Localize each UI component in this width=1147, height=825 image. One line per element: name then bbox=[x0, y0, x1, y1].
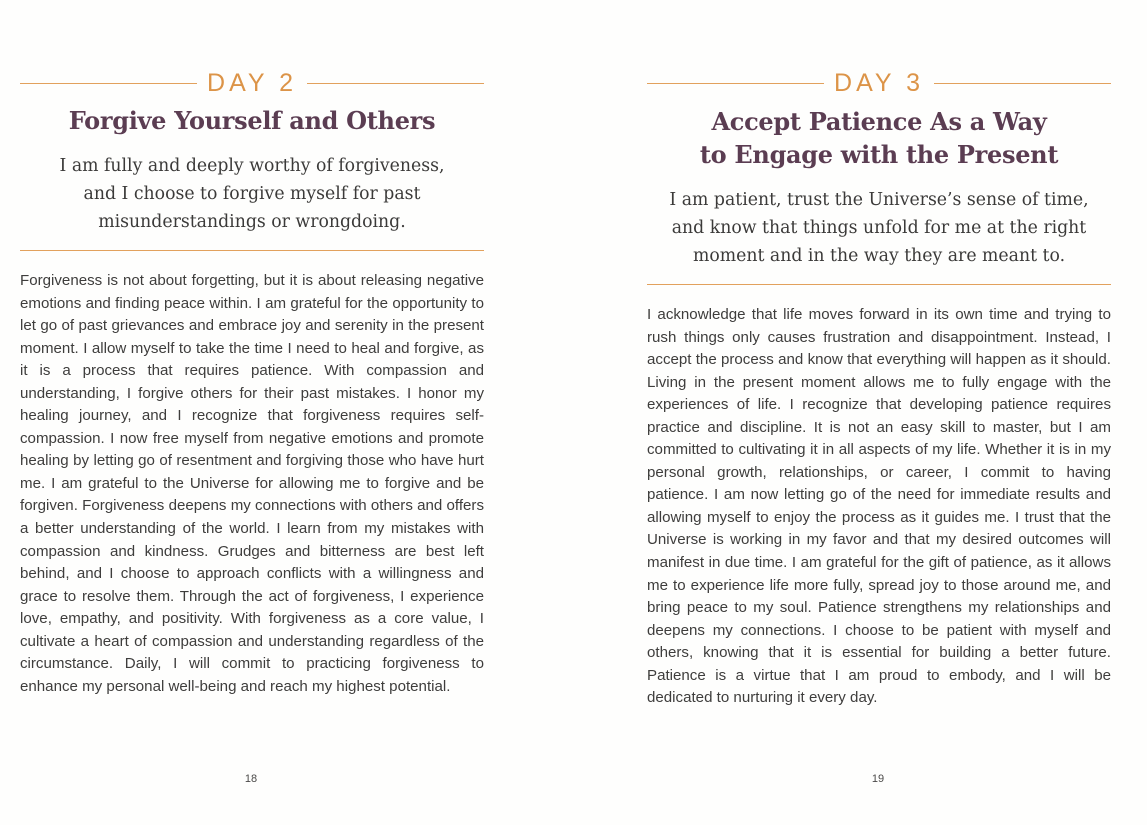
page-number: 18 bbox=[244, 773, 258, 785]
right-page bbox=[574, 0, 1147, 825]
section-divider bbox=[20, 250, 484, 251]
section-divider bbox=[647, 284, 1111, 285]
header-rule-right bbox=[307, 83, 484, 84]
left-column bbox=[20, 0, 484, 825]
title-line: Accept Patience As a Way bbox=[711, 107, 1047, 136]
right-column bbox=[647, 0, 1111, 825]
header-rule-left bbox=[20, 83, 197, 84]
day-label: DAY 3 bbox=[834, 69, 924, 97]
affirmation: I am fully and deeply worthy of forgiveness, and I choose to forgive myself for past misunderstandings or wrongdoing. bbox=[59, 156, 445, 232]
day-header bbox=[647, 66, 1111, 100]
page-title bbox=[20, 104, 484, 137]
header-rule-left bbox=[647, 83, 824, 84]
day-label: DAY 2 bbox=[207, 69, 297, 97]
page-title bbox=[647, 105, 1111, 171]
page-number: 19 bbox=[871, 773, 885, 785]
day-header bbox=[20, 66, 484, 100]
affirmation: I am patient, trust the Universe’s sense of time, and know that things unfold for me at the right moment and in the way they are meant to. bbox=[669, 190, 1089, 266]
header-rule-right bbox=[934, 83, 1111, 84]
title-line: to Engage with the Present bbox=[699, 140, 1059, 169]
body-text: Forgiveness is not about forgetting, but it is about releasing negative emotions and finding peace within. I am grateful for the opportunity to let go of past grievances and embrace joy and serenity in the present moment. I allow myself to take the time I need to heal and forgive, as it is a process that requires patience. With compassion and understanding, I forgive others for their past mistakes. I honor my healing journey, and I recognize that forgiveness requires self-compassion. I now free myself from negative emotions and promote healing by letting go of resentment and forgiving those who have hurt me. I am grateful to the Universe for allowing me to forgive and be forgiven. Forgiveness deepens my connections with others and offers a better understanding of the world. I learn from my mistakes with compassion and kindness. Grudges and bitterness are best left behind, and I choose to approach conflicts with a willingness and grace to resolve them. Through the act of forgiveness, I experience love, empathy, and positivity. With forgiveness as a core value, I cultivate a heart of compassion and understanding regardless of the circumstance. Daily, I will commit to practicing forgiveness to enhance my personal well-being and reach my highest potential. bbox=[20, 272, 484, 695]
body-text: I acknowledge that life moves forward in its own time and trying to rush things only causes frustration and disappointment. Instead, I accept the process and know that everything will happen as it should. Living in the present moment allows me to fully engage with the experiences of life. I recognize that developing patience requires practice and discipline. It is not an easy skill to master, but I am committed to cultivating it in all aspects of my life. Whether it is in my personal growth, relationships, or career, I commit to having patience. I am now letting go of the need for immediate results and allowing myself to enjoy the process as it guides me. I trust that the Universe is working in my favor and that my desired outcomes will manifest in due time. I am grateful for the gift of patience, as it allows me to experience life more fully, spread joy to those around me, and bring peace to my soul. Patience strengthens my relationships and deepens my connections. I choose to be patient with myself and others, knowing that it is essential for building a better future. Patience is a virtue that I am proud to embody, and I will be dedicated to nurturing it every day. bbox=[647, 306, 1111, 707]
title-line: Forgive Yourself and Others bbox=[68, 106, 436, 135]
